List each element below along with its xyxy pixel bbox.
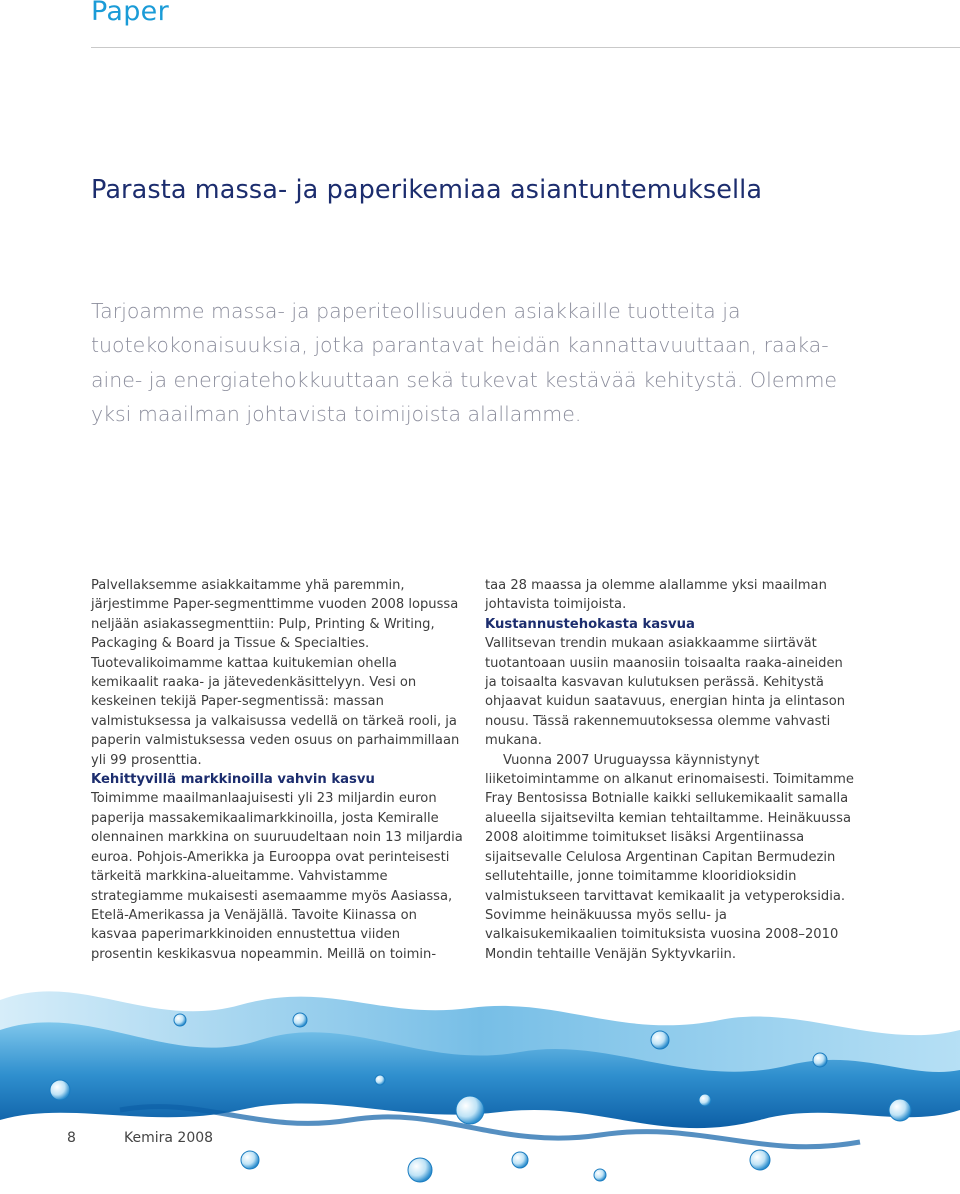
left-column — [91, 576, 463, 964]
subhead-emerging-markets: Kehittyvillä markkinoilla vahvin kasvu — [91, 772, 375, 788]
growth-paragraph-2: Vuonna 2007 Uruguayssa käynnistynyt liiketoimintamme on alkanut erinomaisesti. Toimitamme Fray Bentosissa Botnialle kaikki sellukemikaalit samalla alueella sijaitsevilta kemian tehtailtamme. Heinäkuussa 2008 aloitimme toimitukset lisäksi Argentiinassa sijaitsevalle Celulosa Argentinan Capitan Bermudezin sellutehtaille, jonne toimitamme klooridioksidin valmistukseen tarvittavat kemikaalit ja vetyperoksidia. Sovimme heinäkuussa myös sellu- ja valkaisukemikaalien toimituksista vuosina 2008–2010 Mondin tehtaille Venäjän Syktyvkariin. — [485, 752, 854, 962]
page-headline: Parasta massa- ja paperikemiaa asiantuntemuksella — [91, 175, 763, 205]
intro-paragraph: Palvellaksemme asiakkaitamme yhä paremmin, järjestimme Paper-segmenttimme vuoden 2008 lopussa neljään asiakassegmenttiin: Pulp, Printing & Writing, Packaging & Board ja Tissue & Specialties. Tuotevalikoimamme kattaa kuitukemian ohella kemikaalit raaka- ja jätevedenkäsittelyyn. Vesi on keskeinen tekijä Paper-segmentissä: massan valmistuksessa ja valkaisussa vedellä on tärkeä rooli, ja paperin valmistuksessa veden osuus on parhaimmillaan yli 99 prosenttia. — [91, 578, 460, 768]
publication-name: Kemira 2008 — [124, 1130, 214, 1146]
right-column — [485, 576, 857, 964]
page-number: 8 — [67, 1130, 76, 1146]
subhead-cost-efficient-growth: Kustannustehokasta kasvua — [485, 616, 695, 632]
emerging-markets-paragraph: Toimimme maailmanlaajuisesti yli 23 miljardin euron paperija massakemikaalimarkkinoilla, josta Kemiralle olennainen markkina on suuruudeltaan noin 13 miljardia euroa. Pohjois-Amerikka ja Eurooppa ovat perinteisesti tärkeitä markkina-alueitamme. Vahvistamme strategiamme mukaisesti asemaamme myös Aasiassa, Etelä-Amerikassa ja Venäjällä. Tavoite Kiinassa on kasvaa paperimarkkinoiden ennustettua viiden prosentin keskikasvua nopeammin. Meillä on toimin- — [91, 791, 463, 962]
growth-paragraph-1: Vallitsevan trendin mukaan asiakkaamme siirtävät tuotantoaan uusiin maanosiin toisaalta raaka-aineiden ja toisaalta kasvavan kulutuksen perässä. Kehitystä ohjaavat kuidun saatavuus, energian hinta ja elintason nousu. Tässä rakennemuutoksessa olemme vahvasti mukana. — [485, 636, 846, 749]
top-rule-divider — [91, 47, 960, 48]
continuation-paragraph: taa 28 maassa ja olemme alallamme yksi maailman johtavista toimijoista. — [485, 578, 827, 613]
water-splash-image — [0, 960, 960, 1194]
section-label: Paper — [91, 0, 169, 27]
lead-paragraph: Tarjoamme massa- ja paperiteollisuuden asiakkaille tuotteita ja tuotekokonaisuuksia, jotka parantavat heidän kannattavuuttaan, raaka-aine- ja energiatehokkuuttaan sekä tukevat kestävää kehitystä. Olemme yksi maailman johtavista toimijoista alallamme. — [91, 299, 838, 426]
